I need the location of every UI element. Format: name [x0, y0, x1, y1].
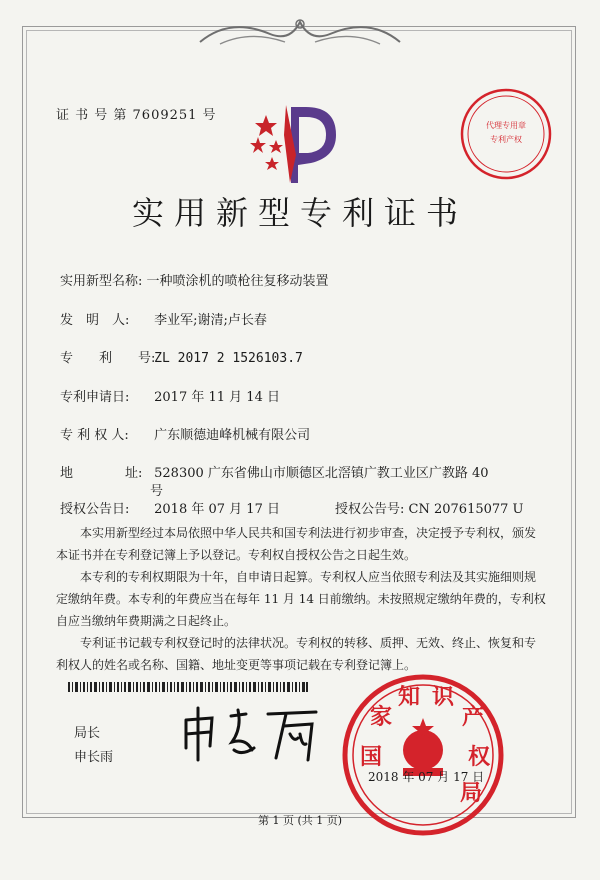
- address-value: 528300 广东省佛山市顺德区北滘镇广教工业区广教路 40: [154, 466, 489, 481]
- svg-text:知: 知: [398, 685, 421, 710]
- director-signature: [176, 698, 326, 768]
- legal-paragraph-1: 本实用新型经过本局依照中华人民共和国专利法进行初步审查，决定授予专利权，颁发本证书并在专利登记簿上予以登记。专利权自授权公告之日起生效。: [56, 526, 537, 562]
- legal-text: [56, 522, 546, 676]
- svg-text:局: 局: [460, 781, 483, 806]
- grant-number-value: CN 207615077 U: [408, 502, 524, 517]
- top-ornament: [190, 12, 410, 52]
- svg-text:产: 产: [462, 705, 485, 730]
- grant-date-label: 授权公告日:: [60, 502, 130, 517]
- grant-number-row: [335, 498, 524, 517]
- document-title: 实用新型专利证书: [131, 194, 468, 232]
- inventor-value: 李业军;谢清;卢长春: [154, 313, 267, 328]
- grant-date-value: 2018 年 07 月 17 日: [154, 502, 280, 517]
- legal-paragraph-2: 本专利的专利权期限为十年，自申请日起算。专利权人应当依照专利法及其实施细则规定缴纳年费。本专利的年费应当在每年 11 月 14 日前缴纳。未按照规定缴纳年费的，专利权自应当缴纳年费期满之日起终止。: [56, 570, 546, 628]
- utility-name-value: 一种喷涂机的喷枪往复移动装置: [146, 274, 329, 289]
- svg-text:识: 识: [432, 685, 455, 710]
- seal-date: 2018 年 07 月 17 日: [368, 770, 485, 784]
- utility-name-row: [60, 270, 329, 289]
- certificate-number: 证 书 号 第 7609251 号: [56, 108, 217, 123]
- svg-text:家: 家: [370, 705, 393, 730]
- address-row: [60, 462, 489, 481]
- grant-date-row: [60, 498, 280, 517]
- director-name: 申长雨: [74, 750, 114, 765]
- patent-office-logo: [236, 95, 362, 185]
- address-label: 地 址:: [60, 466, 143, 481]
- filing-date-label: 专利申请日:: [60, 390, 130, 405]
- patent-number-value: ZL 2017 2 1526103.7: [154, 351, 303, 366]
- filing-date-row: [60, 386, 280, 405]
- address-row-continued: [150, 480, 163, 499]
- svg-text:代理专用章: 代理专用章: [486, 121, 526, 130]
- agency-seal: [458, 86, 554, 182]
- patentee-value: 广东顺德迪峰机械有限公司: [154, 428, 311, 443]
- address-value-continued: 号: [150, 484, 164, 499]
- patent-number-label: 专 利 号:: [60, 351, 156, 366]
- barcode: [68, 682, 308, 692]
- svg-text:权: 权: [468, 745, 491, 770]
- utility-name-label: 实用新型名称:: [60, 274, 143, 289]
- svg-text:专利产权: 专利产权: [490, 135, 522, 144]
- patent-number-row: [60, 347, 303, 366]
- grant-number-label: 授权公告号:: [335, 502, 405, 517]
- inventor-label: 发 明 人:: [60, 313, 130, 328]
- director-title: 局长: [74, 726, 101, 741]
- page-footer: 第 1 页 (共 1 页): [257, 814, 343, 827]
- legal-paragraph-3: 专利证书记载专利权登记时的法律状况。专利权的转移、质押、无效、终止、恢复和专利权人的姓名或名称、国籍、地址变更等事项记载在专利登记簿上。: [56, 636, 537, 672]
- patentee-row: [60, 424, 310, 443]
- inventor-row: [60, 309, 267, 328]
- filing-date-value: 2017 年 11 月 14 日: [154, 390, 280, 405]
- svg-text:国: 国: [360, 745, 383, 770]
- patentee-label: 专 利 权 人:: [60, 428, 129, 443]
